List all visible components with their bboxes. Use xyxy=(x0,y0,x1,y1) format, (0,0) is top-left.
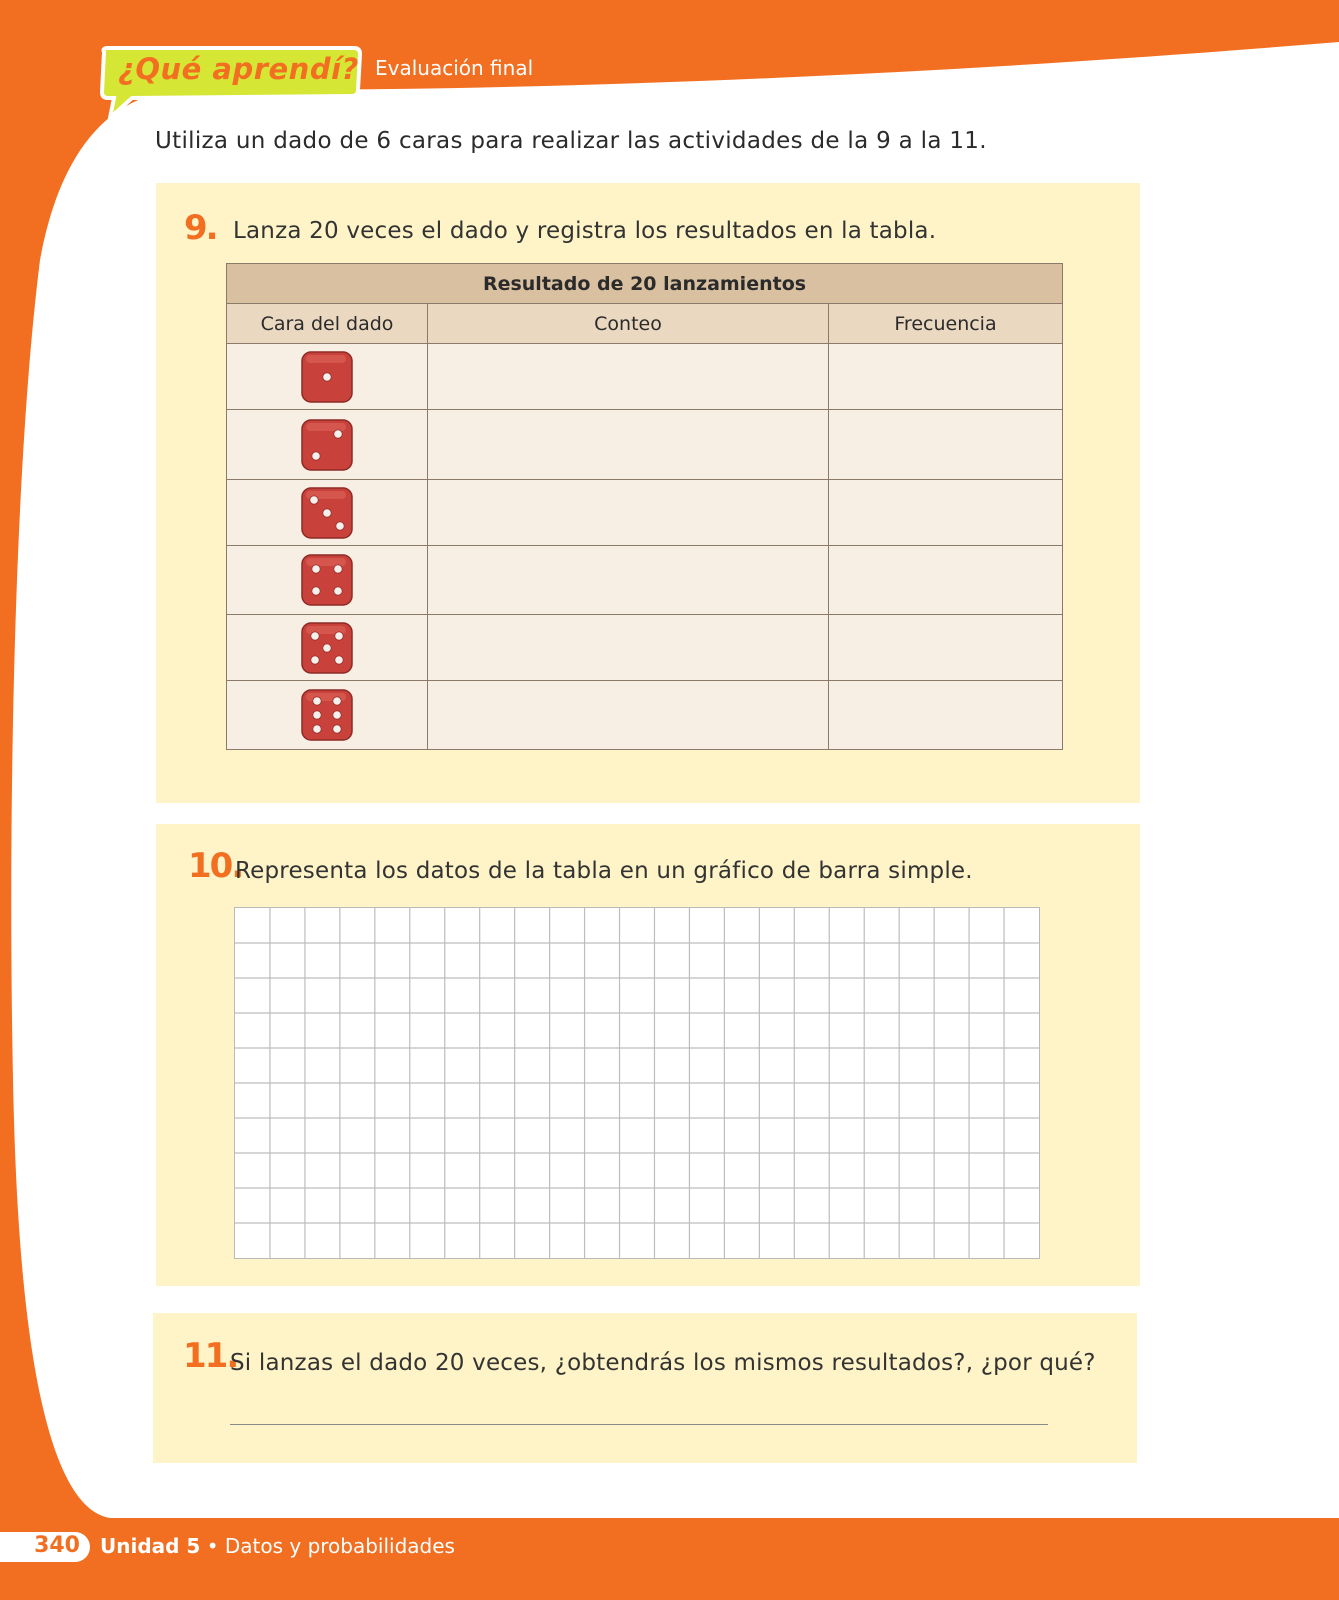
tally-cell[interactable] xyxy=(428,344,829,410)
unit-label: Unidad 5 xyxy=(100,1534,201,1558)
column-header-tally: Conteo xyxy=(428,304,829,344)
question-10-number: 10. xyxy=(188,846,243,886)
table-row xyxy=(227,480,1063,546)
page-number-tab xyxy=(0,1532,90,1562)
die-pip xyxy=(333,725,341,733)
table-row xyxy=(227,546,1063,615)
die-highlight xyxy=(306,355,346,363)
die-5-icon xyxy=(300,621,354,675)
die-6-icon xyxy=(300,688,354,742)
die-pip xyxy=(335,655,343,663)
die-pip xyxy=(323,643,331,651)
die-pip xyxy=(323,508,331,516)
die-pip xyxy=(313,711,321,719)
tally-cell[interactable] xyxy=(428,410,829,480)
tally-cell[interactable] xyxy=(428,681,829,750)
die-pip xyxy=(334,429,342,437)
die-pip xyxy=(335,631,343,639)
question-11-text: Si lanzas el dado 20 veces, ¿obtendrás los mismos resultados?, ¿por qué? xyxy=(230,1350,1096,1376)
frequency-cell[interactable] xyxy=(829,615,1063,681)
column-header-face: Cara del dado xyxy=(227,304,428,344)
table-row xyxy=(227,615,1063,681)
unit-topic: Datos y probabilidades xyxy=(224,1534,455,1558)
frequency-cell[interactable] xyxy=(829,344,1063,410)
bar-chart-grid[interactable] xyxy=(234,907,1040,1259)
die-3-icon xyxy=(300,486,354,540)
section-title: Evaluación final xyxy=(375,56,534,80)
question-11-number: 11. xyxy=(183,1336,238,1376)
frequency-cell[interactable] xyxy=(829,410,1063,480)
badge-title: ¿Qué aprendí? xyxy=(118,52,359,86)
die-face-cell xyxy=(227,546,428,615)
frequency-cell[interactable] xyxy=(829,546,1063,615)
table-row xyxy=(227,681,1063,750)
die-face-cell xyxy=(227,615,428,681)
tally-cell[interactable] xyxy=(428,480,829,546)
die-pip xyxy=(336,521,344,529)
die-2-icon xyxy=(300,418,354,472)
die-highlight xyxy=(306,558,346,566)
die-pip xyxy=(312,565,320,573)
die-face-cell xyxy=(227,344,428,410)
die-pip xyxy=(312,587,320,595)
question-11-panel xyxy=(153,1313,1137,1463)
frequency-cell[interactable] xyxy=(829,681,1063,750)
results-table xyxy=(226,263,1063,750)
grid-lines xyxy=(235,908,1039,1258)
question-9-text: Lanza 20 veces el dado y registra los resultados en la tabla. xyxy=(233,218,937,244)
table-row xyxy=(227,410,1063,480)
tally-cell[interactable] xyxy=(428,546,829,615)
die-face-cell xyxy=(227,480,428,546)
die-face-cell xyxy=(227,681,428,750)
die-pip xyxy=(313,697,321,705)
die-pip xyxy=(312,451,320,459)
die-1-icon xyxy=(300,350,354,404)
die-pip xyxy=(323,372,331,380)
die-face-cell xyxy=(227,410,428,480)
die-pip xyxy=(333,697,341,705)
die-pip xyxy=(311,631,319,639)
tally-cell[interactable] xyxy=(428,615,829,681)
page-number: 340 xyxy=(34,1533,80,1558)
die-pip xyxy=(334,587,342,595)
footer-separator: • xyxy=(206,1534,219,1558)
footer-unit xyxy=(100,1534,455,1558)
die-4-icon xyxy=(300,553,354,607)
die-pip xyxy=(313,725,321,733)
frequency-cell[interactable] xyxy=(829,480,1063,546)
question-9-number: 9. xyxy=(184,208,217,248)
column-header-frequency: Frecuencia xyxy=(829,304,1063,344)
die-highlight xyxy=(306,423,346,431)
header-badge xyxy=(92,38,370,122)
die-pip xyxy=(311,655,319,663)
table-title: Resultado de 20 lanzamientos xyxy=(227,264,1063,304)
die-pip xyxy=(334,565,342,573)
question-10-text: Representa los datos de la tabla en un gráfico de barra simple. xyxy=(235,858,973,884)
die-pip xyxy=(333,711,341,719)
die-pip xyxy=(310,495,318,503)
table-row xyxy=(227,344,1063,410)
intro-text: Utiliza un dado de 6 caras para realizar las actividades de la 9 a la 11. xyxy=(155,128,987,154)
answer-line[interactable] xyxy=(230,1424,1048,1425)
